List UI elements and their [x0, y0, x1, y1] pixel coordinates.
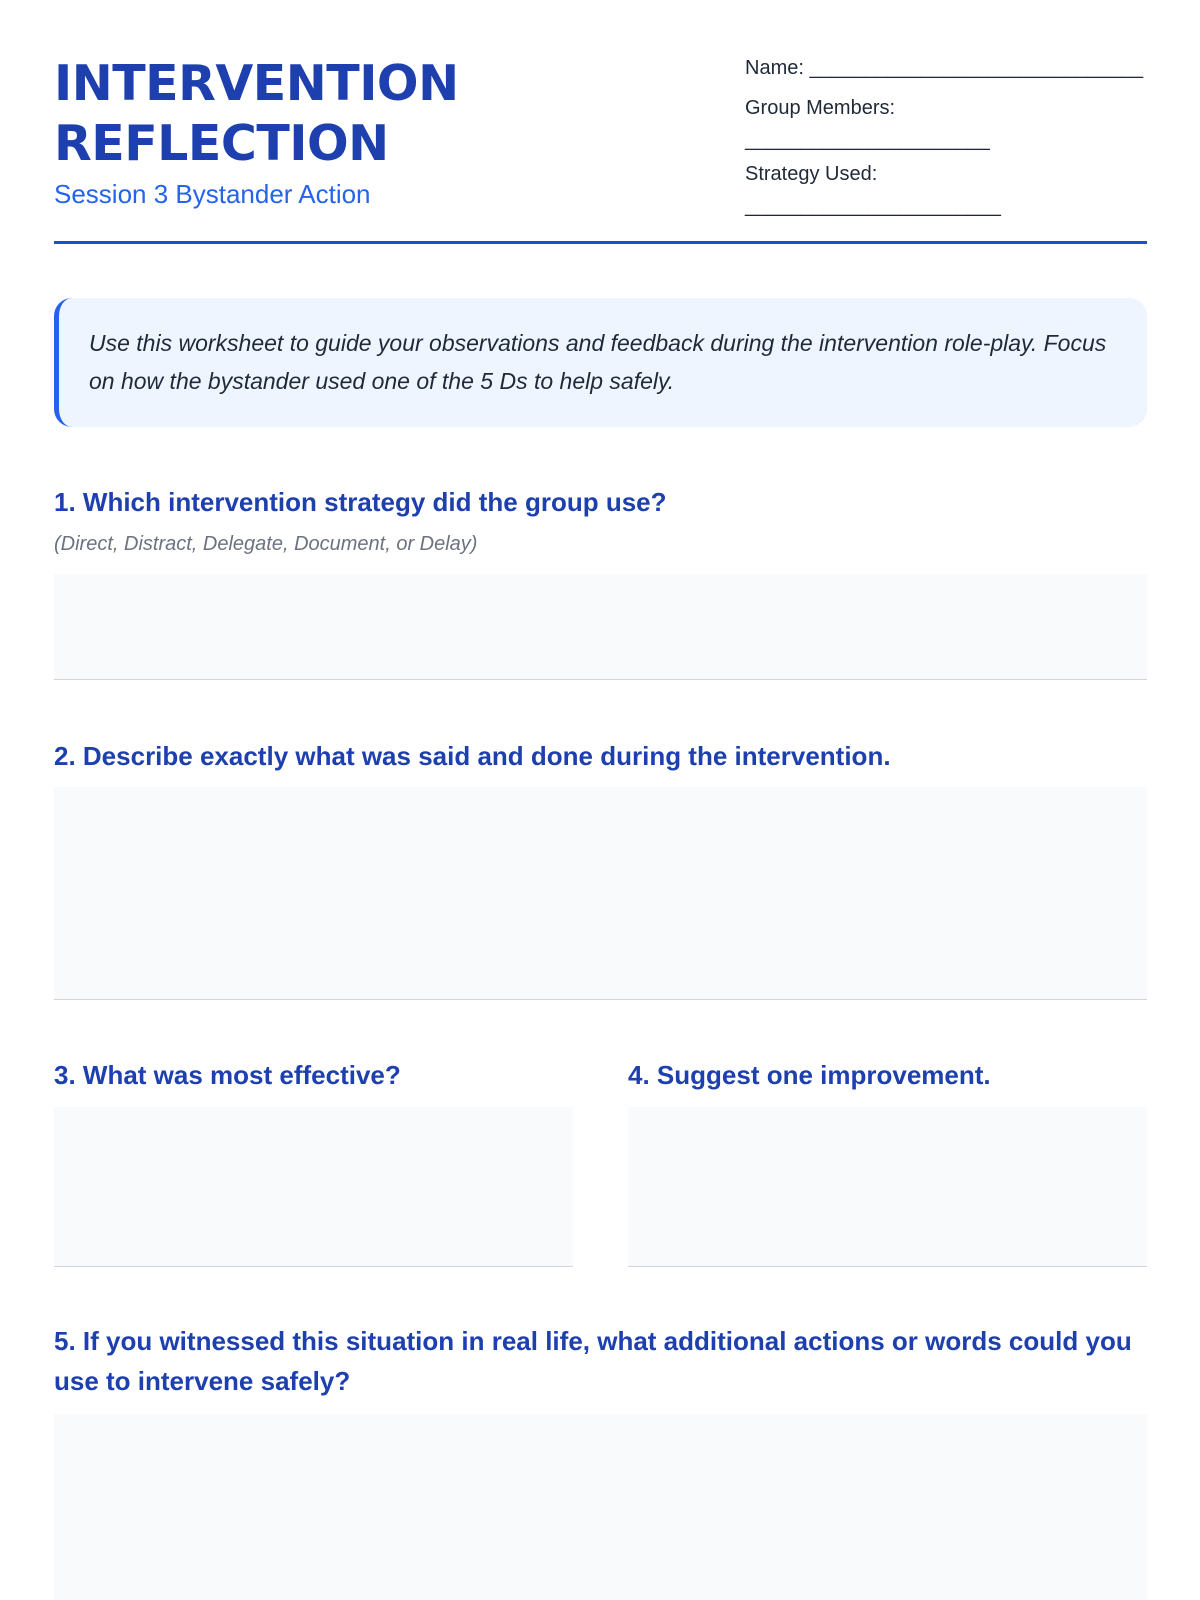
question-4-answer-box[interactable]: [628, 1107, 1147, 1267]
question-1-hint: (Direct, Distract, Delegate, Document, or Delay): [54, 533, 478, 555]
name-field[interactable]: Name: ______________________________: [745, 57, 1144, 79]
group-members-field[interactable]: [745, 92, 1155, 158]
worksheet-header: [54, 0, 1147, 244]
question-3-answer-box[interactable]: [54, 1107, 573, 1267]
question-5-label: 5. If you witnessed this situation in real life, what additional actions or words could you use to intervene safely?: [54, 1326, 1132, 1396]
instructions-callout: Use this worksheet to guide your observations and feedback during the intervention role-play. Focus on how the bystander used one of the 5 Ds to help safely.: [54, 298, 1147, 427]
question-4-label: 4. Suggest one improvement.: [628, 1060, 991, 1090]
group-members-label: Group Members:: [745, 97, 896, 119]
strategy-used-line: _______________________: [745, 195, 1001, 217]
title-line-2: REFLECTION: [54, 115, 389, 172]
student-info-block: [745, 52, 1155, 222]
question-3-label: 3. What was most effective?: [54, 1060, 401, 1090]
group-members-line: ______________________: [745, 129, 990, 151]
question-1-label: 1. Which intervention strategy did the group use?: [54, 487, 667, 517]
question-5-answer-box[interactable]: [54, 1414, 1147, 1600]
question-2-label: 2. Describe exactly what was said and done during the intervention.: [54, 741, 891, 771]
title-line-1: INTERVENTION: [54, 55, 459, 112]
strategy-used-field[interactable]: [745, 158, 1155, 222]
question-2-answer-box[interactable]: [54, 787, 1147, 1000]
page-subtitle: Session 3 Bystander Action: [54, 179, 371, 209]
question-1-answer-box[interactable]: [54, 574, 1147, 680]
strategy-used-label: Strategy Used:: [745, 163, 878, 185]
page-title: [54, 54, 459, 174]
worksheet-page: [54, 0, 1147, 1396]
